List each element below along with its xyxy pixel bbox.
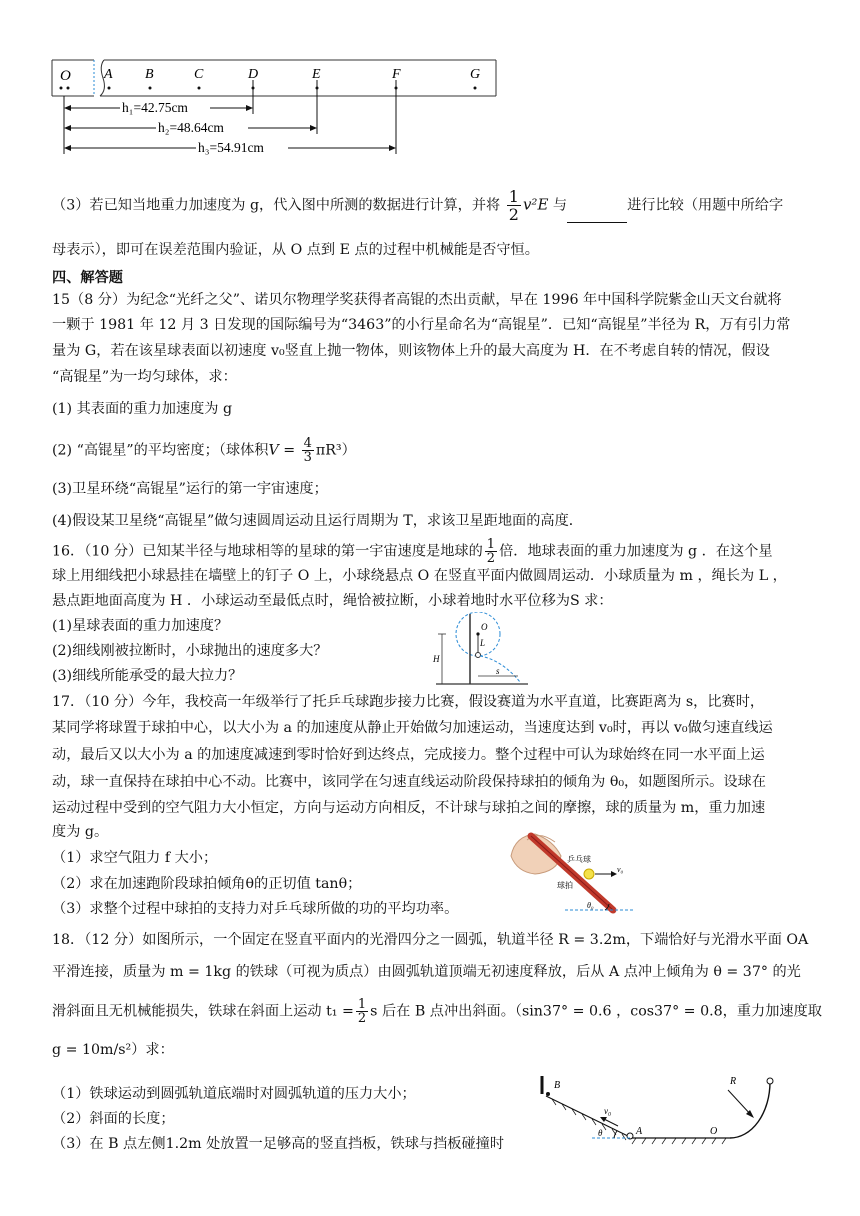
section-heading: 四、解答题	[52, 270, 123, 286]
q18-text: 18．（12 分）如图所示，一个固定在竖直平面内的光滑四分之一圆弧，轨道半径 R = 3.2m，下端恰好与光滑水平面 OA	[52, 932, 809, 948]
tape-point-C: C	[194, 67, 204, 82]
q17-text: 17．（10 分）今年，我校高一年级举行了托乒乓球跑步接力比赛，假设赛道为水平直道，比赛距离为 s，比赛时，	[52, 694, 765, 710]
q15-text: 量为 G，若在该星球表面以初速度 v₀竖直上抛一物体，则该物体上升的最大高度为 H．在不考虑自转的情况，假设	[52, 343, 770, 359]
tape-point-D: D	[248, 67, 259, 82]
q18-text: g = 10m/s²）求：	[52, 1042, 174, 1058]
fig16-H: H	[433, 654, 440, 664]
q17-text: 某同学将球置于球拍中心，以大小为 a 的加速度从静止开始做匀加速运动，当速度达到 v₀时，再以 v₀做匀速直线运	[52, 720, 773, 736]
q17-text: 度为 g。	[52, 824, 109, 840]
fig18-theta: θ	[598, 1128, 603, 1138]
tape-point-B: B	[145, 67, 154, 82]
q15-text: 15（8 分）为纪念“光纤之父”、诺贝尔物理学奖获得者高锟的杰出贡献，早在 1996 年中国科学院紫金山天文台就将	[52, 292, 782, 308]
pendulum-figure	[432, 612, 532, 690]
q15-sub2: (2) “高锟星”的平均密度；（球体积V = $\frac{4}{3}$ πR³）	[52, 436, 356, 465]
q15-text: “高锟星”为一均匀球体，求：	[52, 369, 237, 385]
q18-sub1: （1）铁球运动到圆弧轨道底端时对圆弧轨道的压力大小；	[52, 1086, 416, 1102]
q18-sub3: （3）在 B 点左侧1.2m 处放置一足够高的竖直挡板，铁球与挡板碰撞时	[52, 1136, 505, 1152]
fig17-v0: v₀	[617, 865, 624, 874]
h1-label: h₁=42.75cm	[122, 100, 188, 115]
fig16-L: L	[480, 638, 486, 648]
q15-sub1: (1) 其表面的重力加速度为 g	[52, 401, 233, 417]
fig16-s: s	[496, 666, 500, 676]
fig16-O: O	[481, 622, 488, 632]
tape-point-G: G	[470, 67, 481, 82]
racket-figure	[505, 826, 645, 916]
fig17-ball: 乒乓球	[567, 855, 591, 864]
q17-sub3: （3）求整个过程中球拍的支持力对乒乓球所做的功的平均功率。	[52, 901, 459, 917]
q17-text: 动，球一直保持在球拍中心不动。比赛中，该同学在匀速直线运动阶段保持球拍的倾角为 θ₀，如题图所示。设球在	[52, 774, 766, 790]
q17-text: 动，最后又以大小为 a 的加速度减速到零时恰好到达终点，完成接力。整个过程中可认为球始终在同一水平面上运	[52, 747, 765, 763]
q15-sub4: (4)假设某卫星绕“高锟星”做匀速圆周运动且运行周期为 T，求该卫星距地面的高度．	[52, 513, 583, 529]
q18-text: 滑斜面且无机械能损失，铁球在斜面上运动 t₁ = $\frac{1}{2}$ s 后在 B 点冲出斜面。（sin37° = 0.6 ，cos37° = 0.8，重力加速度取	[52, 997, 822, 1026]
fig17-racket: 球拍	[557, 881, 573, 890]
tape-point-A: A	[104, 67, 113, 82]
q16-text: 球上用细线把小球悬挂在墙壁上的钉子 O 上，小球绕悬点 O 在竖直平面内做圆周运动．小球质量为 m ，绳长为 L ，	[52, 568, 787, 584]
h2-label: h₂=48.64cm	[158, 120, 224, 135]
q16-text: 悬点距地面高度为 H ．小球运动至最低点时，绳恰被拉断，小球着地时水平位移为S 求：	[52, 593, 613, 609]
q14-part3-line2: 母表示），即可在误差范围内验证，从 O 点到 E 点的过程中机械能是否守恒。	[52, 242, 539, 258]
tape-figure	[50, 56, 510, 160]
q15-text: 一颗于 1981 年 12 月 3 日发现的国际编号为“3463”的小行星命名为“高锟星”．已知“高锟星”半径为 R，万有引力常	[52, 317, 791, 333]
tape-point-F: F	[392, 67, 401, 82]
q15-sub3: (3)卫星环绕“高锟星”运行的第一宇宙速度；	[52, 481, 328, 497]
q16-sub1: (1)星球表面的重力加速度？	[52, 618, 229, 634]
q17-text: 运动过程中受到的空气阻力大小恒定，方向与运动方向相反，不计球与球拍之间的摩擦，球的质量为 m，重力加速	[52, 800, 766, 816]
fig18-O: O	[710, 1126, 718, 1137]
q18-sub2: （2）斜面的长度；	[52, 1111, 175, 1127]
fig18-v0: v₀	[604, 1106, 612, 1116]
fig18-R: R	[730, 1076, 737, 1087]
tape-point-O: O	[60, 68, 71, 84]
q16-text: 16．（10 分）已知某半径与地球相等的星球的第一宇宙速度是地球的 $\frac{1}{2}$ 倍．地球表面的重力加速度为 g ．在这个星	[52, 537, 773, 566]
q14-part3: （3）若已知当地重力加速度为 g，代入图中所测的数据进行计算，并将 $\frac{1}{2}$ v²E 与 进行比较（用题中所给字	[52, 187, 784, 224]
tape-point-E: E	[312, 67, 321, 82]
fig18-B: B	[554, 1080, 561, 1091]
q17-sub1: （1）求空气阻力 f 大小；	[52, 850, 218, 866]
q17-sub2: （2）求在加速跑阶段球拍倾角θ的正切值 tanθ；	[52, 876, 362, 892]
fig18-A: A	[636, 1126, 643, 1137]
answer-blank[interactable]	[567, 208, 627, 223]
q18-text: 平滑连接，质量为 m = 1kg 的铁球（可视为质点）由圆弧轨道顶端无初速度释放，后从 A 点冲上倾角为 θ = 37° 的光	[52, 964, 801, 980]
fig17-theta: θ₀	[587, 901, 594, 910]
track-figure	[532, 1072, 792, 1152]
q16-sub2: (2)细线刚被拉断时，小球抛出的速度多大？	[52, 643, 328, 659]
q16-sub3: (3)细线所能承受的最大拉力？	[52, 668, 243, 684]
h3-label: h₃=54.91cm	[198, 140, 264, 155]
